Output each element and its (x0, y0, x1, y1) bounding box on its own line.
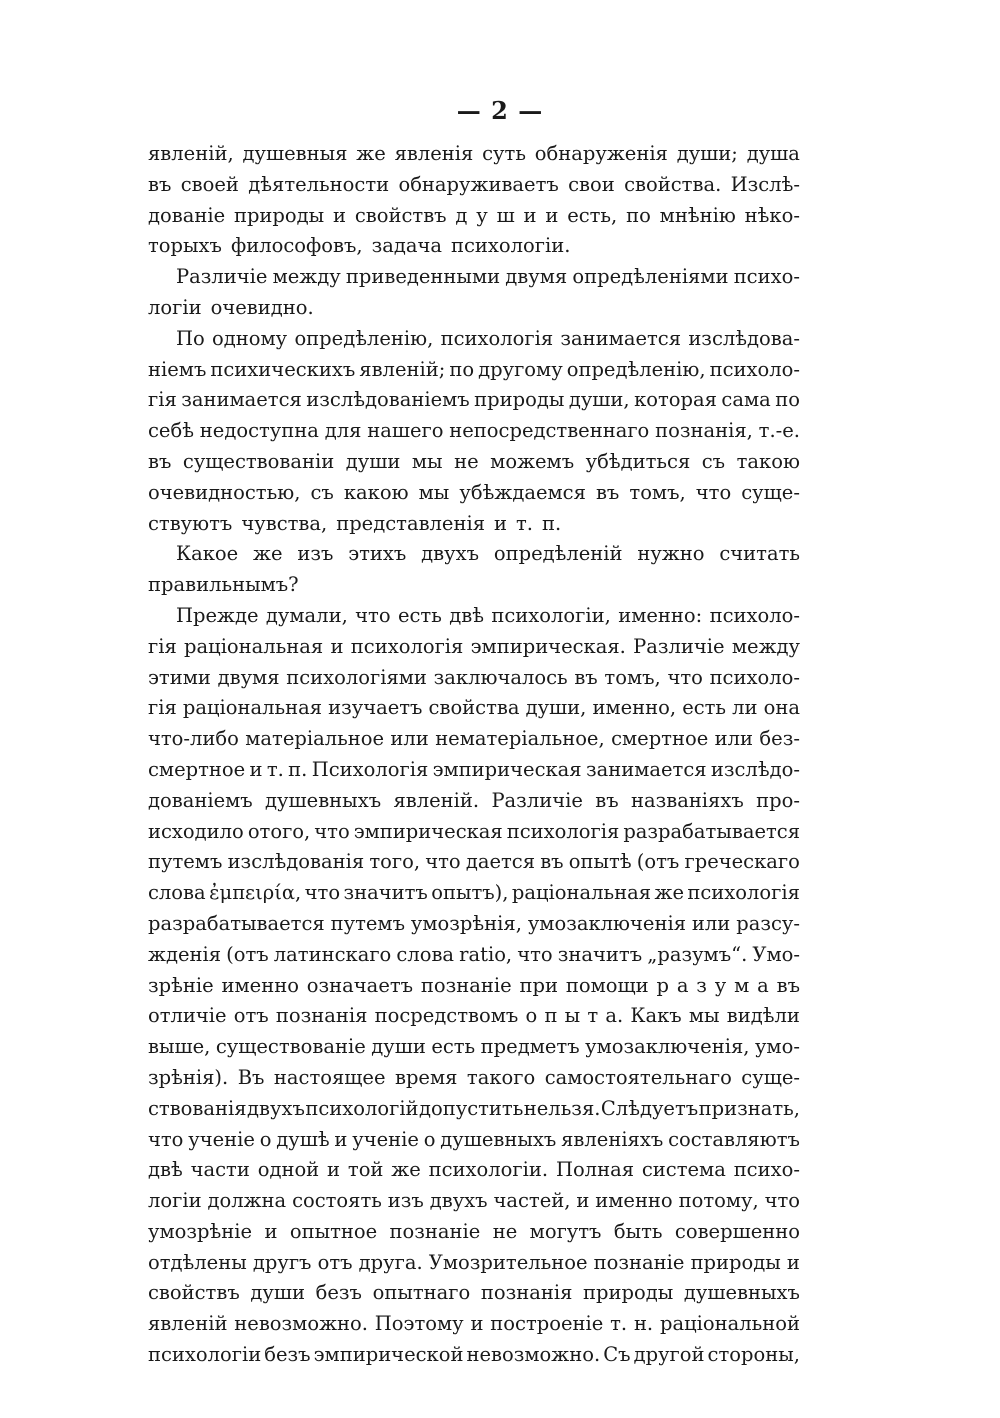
text-line: отдѣлены другъ отъ друга. Умозрительное познаніе природы и (148, 1250, 800, 1274)
text-line: логіи должна состоять изъ двухъ частей, и именно потому, что (148, 1189, 800, 1213)
text-line: гія раціональная и психологія эмпирическая. Различіе между (148, 634, 800, 658)
text-line: исходило отого, что эмпирическая психологія разрабатывается (148, 819, 800, 843)
text-line: явленій невозможно. Поэтому и построеніе т. н. раціональной (148, 1312, 800, 1336)
text-line: дованіемъ душевныхъ явленій. Различіе въ названіяхъ про- (148, 788, 800, 812)
text-line: Какое же изъ этихъ двухъ опредѣленій нужно считать (176, 542, 800, 566)
text-line: психологіи безъ эмпирической невозможно. Съ другой стороны, (148, 1343, 800, 1367)
text-line: ствованія двухъ психологій допустить нельзя. Слѣдуетъ признать, (148, 1096, 800, 1120)
text-line: очевидностью, съ какою мы убѣждаемся въ томъ, что суще- (148, 480, 800, 504)
text-line: ніемъ психическихъ явленій; по другому опредѣленію, психоло- (148, 357, 800, 381)
text-line: этими двумя психологіями заключалось въ томъ, что психоло- (148, 665, 800, 689)
text-line: что ученіе о душѣ и ученіе о душевныхъ явленіяхъ составляютъ (148, 1127, 800, 1151)
text-line: двѣ части одной и той же психологіи. Полная система психо- (148, 1158, 800, 1182)
text-line: логіи очевидно. (148, 295, 314, 319)
text-line: торыхъ философовъ, задача психологіи. (148, 234, 571, 258)
text-line: явленій, душевныя же явленія суть обнаруженія души; душа (148, 142, 800, 165)
body-text (148, 139, 800, 1371)
text-line: разрабатывается путемъ умозрѣнія, умозаключенія или разсу- (148, 911, 800, 935)
text-line: умозрѣніе и опытное познаніе не могутъ быть совершенно (148, 1219, 800, 1243)
text-line: выше, существованіе души есть предметъ умозаключенія, умо- (148, 1035, 800, 1059)
text-line: Прежде думали, что есть двѣ психологіи, именно: психоло- (176, 603, 800, 627)
text-line: правильнымъ? (148, 573, 299, 597)
page-number: — 2 — (456, 96, 544, 125)
text-line: ствуютъ чувства, представленія и т. п. (148, 511, 562, 535)
text-line: отличіе отъ познанія посредствомъ о п ы т а. Какъ мы видѣли (148, 1004, 800, 1028)
text-line: себѣ недоступна для нашего непосредственнаго познанія, т.-е. (148, 419, 800, 443)
text-line: зрѣнія). Въ настоящее время такого самостоятельнаго суще- (148, 1065, 800, 1089)
text-line: слова ἐμπειρία, что значитъ опытъ), раціональная же психологія (148, 881, 800, 905)
text-line: жденія (отъ латинскаго слова ratio, что значитъ „разумъ“. Умо- (148, 942, 800, 966)
text-line: въ своей дѣятельности обнаруживаетъ свои свойства. Изслѣ- (148, 172, 800, 196)
text-line: что-либо матеріальное или нематеріальное, смертное или без- (148, 727, 800, 751)
text-line: дованіе природы и свойствъ д у ш и и есть, по мнѣнію нѣко- (148, 203, 800, 227)
text-line: По одному опредѣленію, психологія занимается изслѣдова- (176, 326, 800, 350)
text-line: смертное и т. п. Психологія эмпирическая занимается изслѣдо- (148, 757, 800, 781)
text-line: въ существованіи души мы не можемъ убѣдиться съ такою (148, 449, 800, 473)
text-line: путемъ изслѣдованія того, что дается въ опытѣ (отъ греческаго (148, 850, 800, 874)
text-line: гія занимается изслѣдованіемъ природы души, которая сама по (148, 388, 800, 412)
text-line: Различіе между приведенными двумя опредѣленіями психо- (176, 265, 800, 289)
text-line: гія раціональная изучаетъ свойства души, именно, есть ли она (148, 696, 800, 720)
text-line: свойствъ души безъ опытнаго познанія природы душевныхъ (148, 1281, 800, 1305)
text-line: зрѣніе именно означаетъ познаніе при помощи р а з у м а въ (148, 973, 800, 997)
